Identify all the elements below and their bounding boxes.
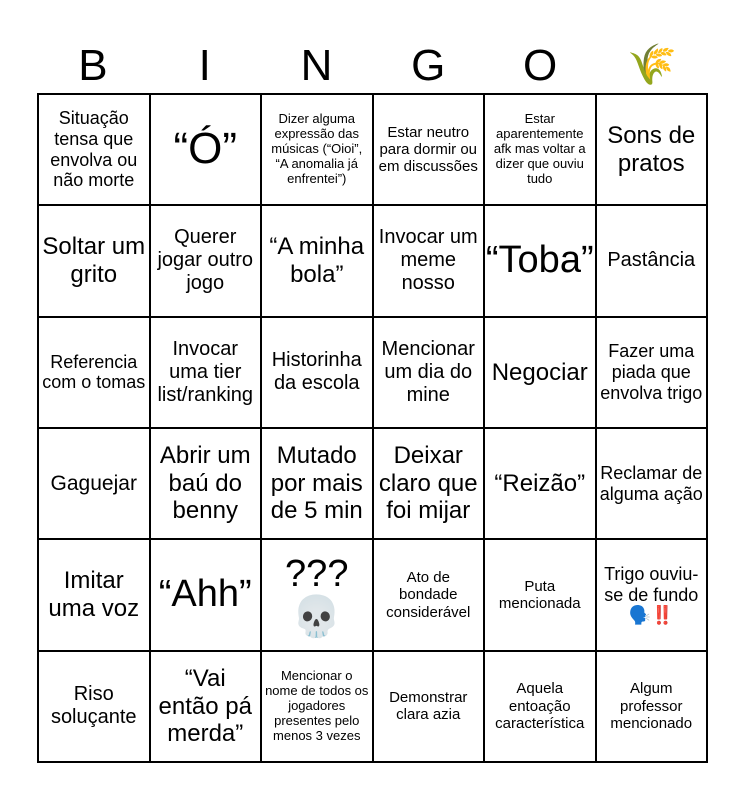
bingo-cell[interactable]: “Vai então pá merda” xyxy=(150,651,262,762)
bingo-cell[interactable]: Referencia com o tomas xyxy=(38,317,150,428)
bingo-cell[interactable]: Gaguejar xyxy=(38,428,150,539)
bingo-cell[interactable]: Mencionar o nome de todos os jogadores presentes pelo menos 3 vezes xyxy=(261,651,373,762)
bingo-cell[interactable]: Abrir um baú do benny xyxy=(150,428,262,539)
bingo-cell[interactable]: Reclamar de alguma ação xyxy=(596,428,708,539)
bingo-cell[interactable]: Riso soluçante xyxy=(38,651,150,762)
bingo-cell[interactable]: Deixar claro que foi mijar xyxy=(373,428,485,539)
bingo-cell[interactable]: Aquela entoação característica xyxy=(484,651,596,762)
header-letter-b: B xyxy=(78,41,108,90)
bingo-cell[interactable]: Puta mencionada xyxy=(484,539,596,650)
bingo-cell[interactable]: “A minha bola” xyxy=(261,205,373,316)
question-marks: ??? xyxy=(285,553,349,596)
bingo-cell[interactable]: Dizer alguma expressão das músicas (“Oioi”, “A anomalia já enfrentei”) xyxy=(261,94,373,205)
bingo-cell[interactable]: Sons de pratos xyxy=(596,94,708,205)
bingo-cell[interactable]: Soltar um grito xyxy=(38,205,150,316)
bingo-cell-free[interactable] xyxy=(261,539,373,650)
bingo-cell[interactable]: Mutado por mais de 5 min xyxy=(261,428,373,539)
bingo-header xyxy=(37,38,708,93)
bingo-cell[interactable]: Situação tensa que envolva ou não morte xyxy=(38,94,150,205)
bingo-cell[interactable]: Imitar uma voz xyxy=(38,539,150,650)
bingo-cell[interactable]: Mencionar um dia do mine xyxy=(373,317,485,428)
bingo-cell[interactable]: “Toba” xyxy=(484,205,596,316)
bingo-cell[interactable]: Estar aparentemente afk mas voltar a dizer que ouviu tudo xyxy=(484,94,596,205)
skull-icon: 💀 xyxy=(291,594,342,639)
bingo-cell[interactable]: Trigo ouviu-se de fundo 🗣️‼️ xyxy=(596,539,708,650)
bingo-cell[interactable]: Ato de bondade considerável xyxy=(373,539,485,650)
bingo-cell[interactable]: Invocar um meme nosso xyxy=(373,205,485,316)
bingo-cell[interactable]: “Reizão” xyxy=(484,428,596,539)
bingo-cell[interactable]: Demonstrar clara azia xyxy=(373,651,485,762)
bingo-cell[interactable]: Fazer uma piada que envolva trigo xyxy=(596,317,708,428)
bingo-cell[interactable]: “Ó” xyxy=(150,94,262,205)
bingo-cell[interactable]: Algum professor mencionado xyxy=(596,651,708,762)
header-letter-g: G xyxy=(411,41,446,90)
bingo-cell[interactable]: Negociar xyxy=(484,317,596,428)
bingo-cell[interactable]: Querer jogar outro jogo xyxy=(150,205,262,316)
bingo-grid xyxy=(37,93,708,763)
bingo-cell[interactable]: Pastância xyxy=(596,205,708,316)
header-letter-o: O xyxy=(522,41,558,90)
bingo-cell[interactable]: Invocar uma tier list/ranking xyxy=(150,317,262,428)
bingo-cell[interactable]: Historinha da escola xyxy=(261,317,373,428)
wheat-icon: 🌾 xyxy=(626,43,677,87)
bingo-cell[interactable]: Estar neutro para dormir ou em discussões xyxy=(373,94,485,205)
header-letter-n: N xyxy=(300,41,333,90)
bingo-cell[interactable]: “Ahh” xyxy=(150,539,262,650)
header-letter-i: I xyxy=(198,41,211,90)
